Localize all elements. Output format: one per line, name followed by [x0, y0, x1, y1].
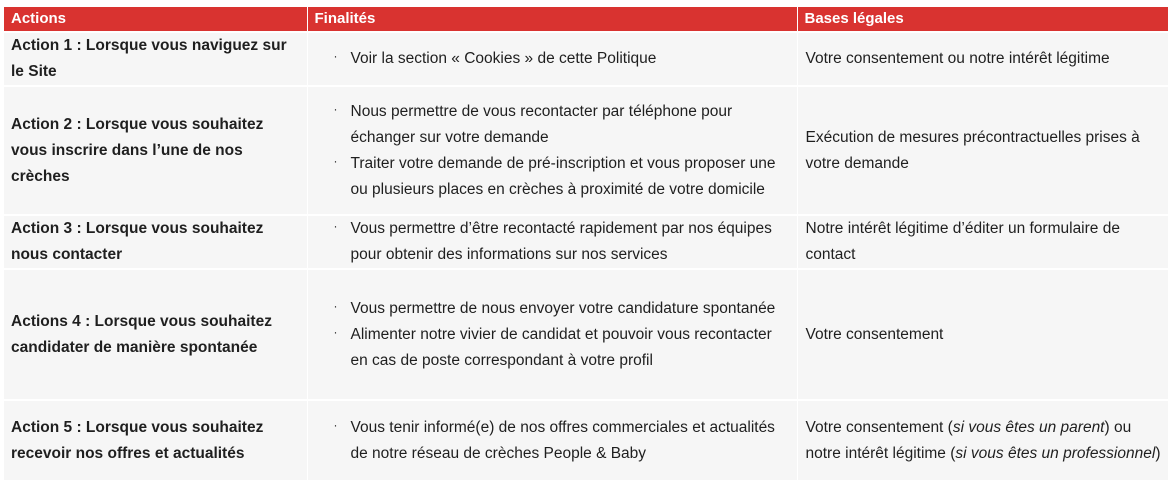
bullet-icon: · [333, 324, 338, 339]
finalites-cell [307, 32, 797, 86]
legal-basis-cell: Exécution de mesures précontractuelles prises à votre demande [797, 86, 1168, 215]
legal-text-italic: si vous êtes un parent [952, 418, 1105, 436]
header-bases-legales: Bases légales [797, 7, 1168, 32]
legal-text: Votre consentement ( [805, 418, 953, 436]
bullet-icon: · [333, 49, 338, 63]
table-row [4, 215, 1168, 269]
bullet-icon: · [333, 101, 338, 116]
action-cell: Action 1 : Lorsque vous naviguez sur le Site [4, 32, 307, 86]
finalites-list [315, 415, 790, 467]
finalites-list [315, 46, 790, 72]
legal-basis-cell: Votre consentement [797, 269, 1168, 400]
finalites-cell [307, 400, 797, 480]
bullet-icon: · [333, 153, 338, 168]
header-finalites: Finalités [307, 7, 797, 32]
table-row [4, 400, 1168, 480]
action-cell: Actions 4 : Lorsque vous souhaitez candidater de manière spontanée [4, 269, 307, 400]
bullet-icon: · [333, 219, 338, 233]
header-actions: Actions [4, 7, 307, 32]
finalites-cell [307, 86, 797, 215]
legal-basis-table [4, 7, 1168, 480]
list-item: · Traiter votre demande de pré-inscription et vous proposer une ou plusieurs places en crèches à proximité de votre domicile [331, 151, 790, 203]
table-row [4, 269, 1168, 400]
legal-basis-cell [797, 400, 1168, 480]
finalites-cell [307, 269, 797, 400]
finalites-list [315, 216, 790, 268]
list-item: · Vous permettre de nous envoyer votre candidature spontanée [331, 296, 790, 322]
legal-text: ) [1155, 444, 1161, 462]
legal-text: ) ou notre intérêt légitime ( [805, 418, 1132, 462]
list-item: · Alimenter notre vivier de candidat et pouvoir vous recontacter en cas de poste correspondant à votre profil [331, 322, 790, 374]
bullet-icon: · [333, 417, 338, 432]
table-row [4, 32, 1168, 86]
table-header-row [4, 7, 1168, 32]
legal-text-italic: si vous êtes un professionnel [955, 444, 1156, 462]
action-cell: Action 5 : Lorsque vous souhaitez recevoir nos offres et actualités [4, 400, 307, 480]
list-item: · Nous permettre de vous recontacter par téléphone pour échanger sur votre demande [331, 99, 790, 151]
legal-basis-cell: Notre intérêt légitime d’éditer un formulaire de contact [797, 215, 1168, 269]
finalites-cell [307, 215, 797, 269]
finalites-list [315, 296, 790, 374]
action-cell: Action 2 : Lorsque vous souhaitez vous inscrire dans l’une de nos crèches [4, 86, 307, 215]
table-row [4, 86, 1168, 215]
finalites-list [315, 99, 790, 203]
list-item: · Vous permettre d’être recontacté rapidement par nos équipes pour obtenir des informations sur nos services [331, 216, 790, 268]
list-item: · Voir la section « Cookies » de cette Politique [331, 46, 790, 72]
list-item: · Vous tenir informé(e) de nos offres commerciales et actualités de notre réseau de crèches People & Baby [331, 415, 790, 467]
legal-basis-table-container [4, 7, 1168, 480]
legal-basis-cell: Votre consentement ou notre intérêt légitime [797, 32, 1168, 86]
action-cell: Action 3 : Lorsque vous souhaitez nous contacter [4, 215, 307, 269]
bullet-icon: · [333, 298, 338, 313]
